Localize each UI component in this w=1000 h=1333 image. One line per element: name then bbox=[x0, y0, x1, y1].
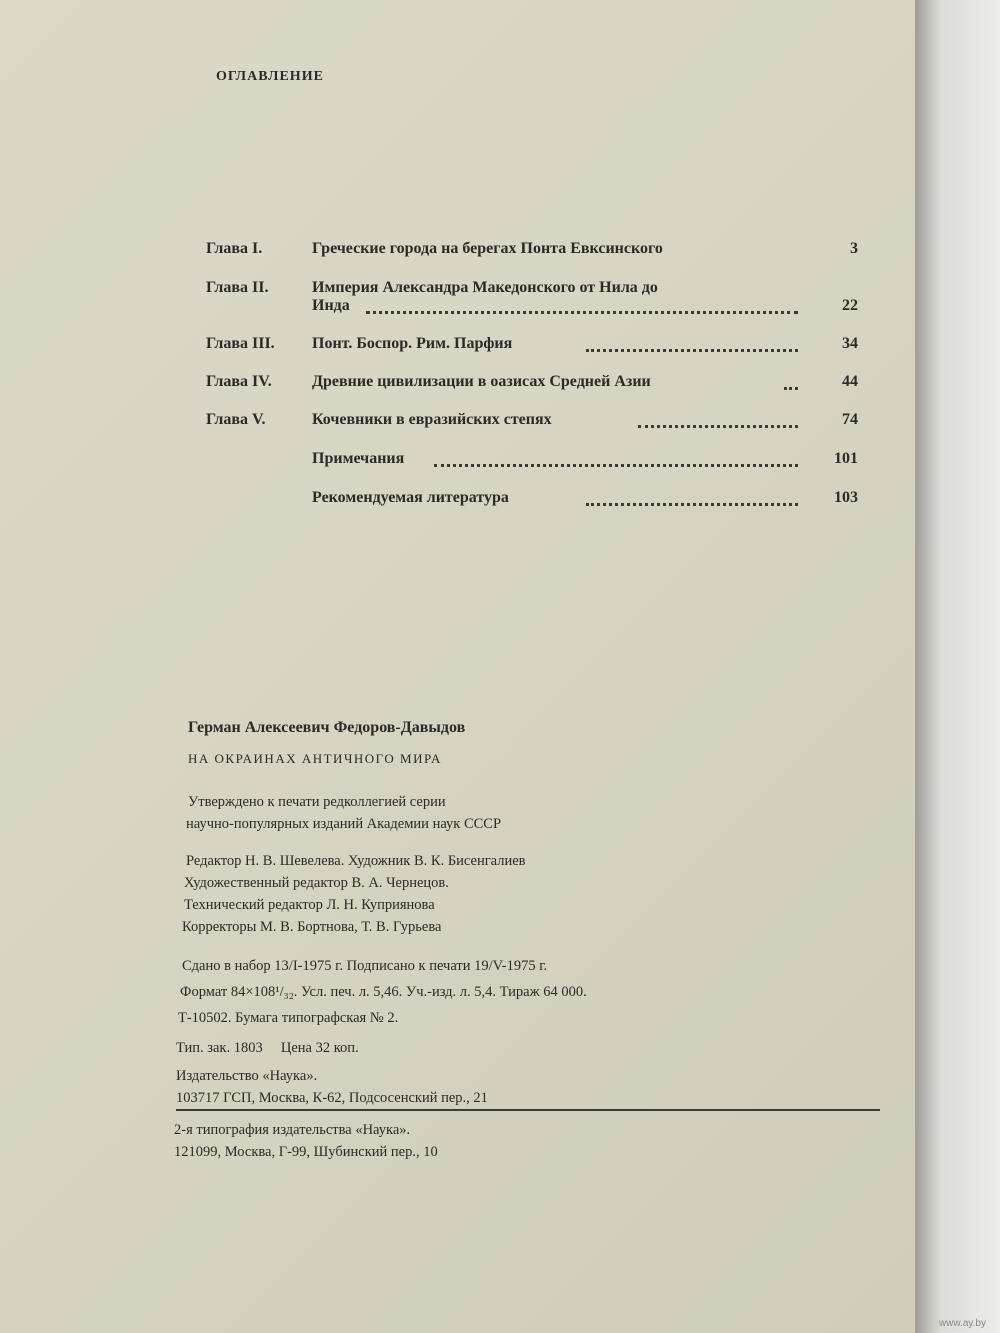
toc-entry-number: Глава IV. bbox=[206, 373, 272, 390]
toc-entry-number: Глава III. bbox=[206, 335, 275, 352]
toc-entry-page: 34 bbox=[842, 335, 858, 352]
approval-line-2: научно-популярных изданий Академии наук СССР bbox=[186, 816, 502, 832]
toc-entry-number: Глава I. bbox=[206, 240, 263, 257]
divider-rule bbox=[176, 1109, 880, 1111]
toc-entry bbox=[206, 333, 858, 355]
toc-entry-title-continued: Инда bbox=[312, 297, 350, 314]
toc-leader-dots bbox=[366, 311, 798, 314]
submitted-line: Сдано в набор 13/I-1975 г. Подписано к печати 19/V-1975 г. bbox=[182, 958, 548, 974]
toc-entry-page: 22 bbox=[842, 297, 858, 314]
tech-editor-line: Технический редактор Л. Н. Куприянова bbox=[184, 897, 435, 913]
toc-entry bbox=[206, 277, 858, 321]
toc-entry-page: 101 bbox=[834, 450, 858, 467]
toc-leader-dots bbox=[434, 464, 798, 467]
printer-line: 2-я типография издательства «Наука». bbox=[174, 1122, 411, 1138]
publisher-line: Издательство «Наука». bbox=[176, 1068, 318, 1084]
toc-entry bbox=[206, 371, 858, 393]
printer-address-line: 121099, Москва, Г-99, Шубинский пер., 10 bbox=[174, 1144, 438, 1160]
toc-entry-title: Греческие города на берегах Понта Евксинского bbox=[312, 240, 663, 257]
toc-entry-page: 44 bbox=[842, 373, 858, 390]
toc-entry-title: Понт. Боспор. Рим. Парфия bbox=[312, 335, 513, 352]
publisher-address-line: 103717 ГСП, Москва, К-62, Подсосенский пер., 21 bbox=[176, 1090, 488, 1106]
toc-entry bbox=[206, 238, 858, 260]
toc-entry-number: Глава V. bbox=[206, 411, 266, 428]
toc-entry-number: Глава II. bbox=[206, 279, 269, 296]
toc-entry-page: 74 bbox=[842, 411, 858, 428]
toc-entry-page: 3 bbox=[850, 240, 858, 257]
toc-entry-title: Древние цивилизации в оазисах Средней Азии bbox=[312, 373, 651, 390]
table-background bbox=[915, 0, 1000, 1333]
toc-entry-title: Империя Александра Македонского от Нила до bbox=[312, 279, 658, 296]
toc-entry-page: 103 bbox=[834, 489, 858, 506]
toc-entry bbox=[206, 409, 858, 431]
toc-heading: ОГЛАВЛЕНИЕ bbox=[216, 69, 324, 84]
editor-line: Редактор Н. В. Шевелева. Художник В. К. Бисенгалиев bbox=[186, 853, 526, 869]
site-watermark: www.ay.by bbox=[938, 1318, 986, 1329]
toc-entry-title: Рекомендуемая литература bbox=[312, 489, 509, 506]
book-title: НА ОКРАИНАХ АНТИЧНОГО МИРА bbox=[188, 751, 442, 766]
order-price-line: Тип. зак. 1803 Цена 32 коп. bbox=[176, 1040, 359, 1056]
toc-leader-dots bbox=[586, 503, 798, 506]
toc-entry-title: Примечания bbox=[312, 450, 405, 467]
paper-line: Т-10502. Бумага типографская № 2. bbox=[178, 1010, 399, 1026]
author-name: Герман Алексеевич Федоров-Давыдов bbox=[188, 719, 466, 736]
toc-entry-title: Кочевники в евразийских степях bbox=[312, 411, 552, 428]
art-editor-line: Художественный редактор В. А. Чернецов. bbox=[184, 875, 449, 891]
approval-line-1: Утверждено к печати редколлегией серии bbox=[188, 794, 446, 810]
toc-leader-dots bbox=[784, 387, 798, 390]
format-line: Формат 84×108¹/₃₂. Усл. печ. л. 5,46. Уч.-изд. л. 5,4. Тираж 64 000. bbox=[180, 984, 587, 1000]
proofreaders-line: Корректоры М. В. Бортнова, Т. В. Гурьева bbox=[182, 919, 442, 935]
toc-leader-dots bbox=[586, 349, 798, 352]
toc-leader-dots bbox=[638, 425, 798, 428]
